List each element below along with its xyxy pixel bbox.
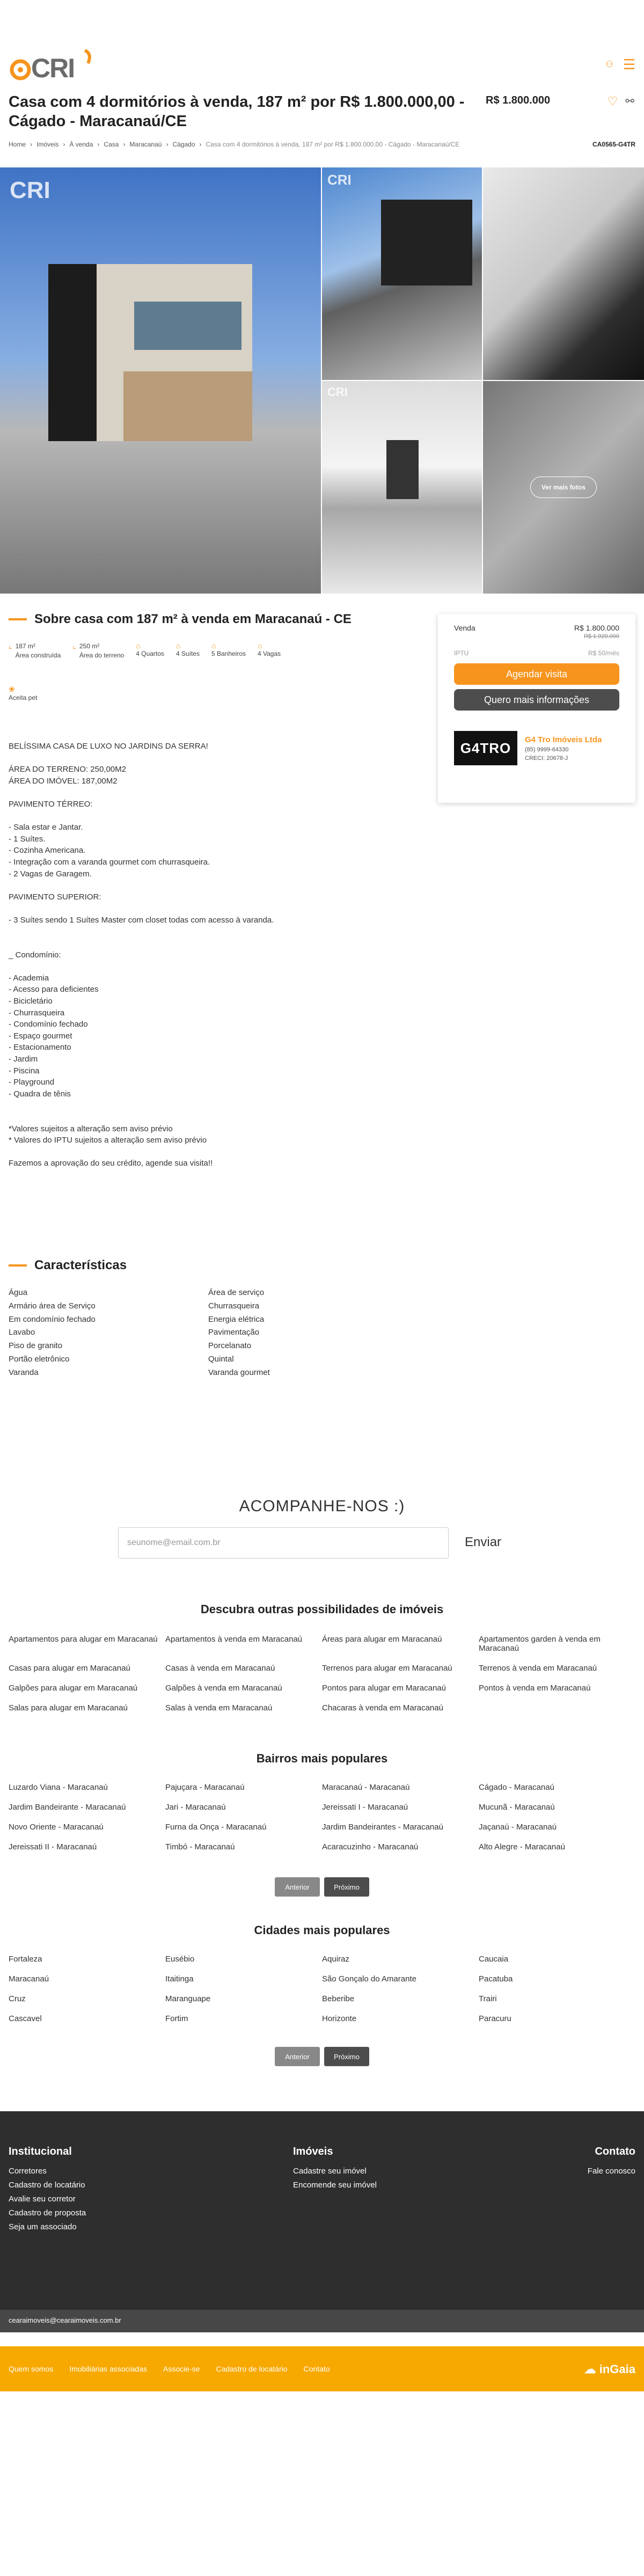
logo-text: CRI — [31, 53, 75, 83]
feature-land-area — [72, 642, 124, 660]
footer-col-title: Contato — [595, 2146, 635, 2157]
old-price: R$ 1.920.000 — [583, 633, 619, 640]
breadcrumb-separator: › — [30, 141, 33, 148]
neighborhoods-next-button[interactable]: Próximo — [324, 1877, 369, 1897]
feature-value: 250 m² — [79, 642, 100, 650]
discover-link[interactable] — [479, 1703, 635, 1713]
breadcrumb — [9, 141, 459, 148]
feature-item: Armário área de Serviço — [9, 1301, 96, 1311]
listing-code: CA0565-G4TR — [592, 141, 635, 148]
schedule-visit-button[interactable]: Agendar visita — [454, 663, 619, 685]
description-line: PAVIMENTO TÉRREO: — [9, 799, 93, 809]
newsletter-email-input[interactable]: seunome@email.com.br — [118, 1527, 449, 1558]
description-line: - Bicicletário — [9, 997, 53, 1006]
bed-icon: ⌂ — [136, 641, 141, 650]
city-link[interactable]: Pacatuba — [479, 1974, 513, 1984]
discover-link[interactable]: Terrenos para alugar em Maracanaú — [322, 1664, 452, 1673]
footer-link[interactable]: Encomende seu imóvel — [293, 2180, 377, 2190]
neighborhood-link[interactable]: Jereissati I - Maracanaú — [322, 1803, 408, 1812]
description-line: - 1 Suítes. — [9, 834, 46, 844]
city-link[interactable]: Fortim — [165, 2014, 188, 2023]
neighborhood-links — [9, 1783, 635, 1851]
ingaia-text: inGaia — [599, 2362, 635, 2376]
city-link[interactable]: Eusébio — [165, 1955, 195, 1964]
description-line — [9, 810, 416, 822]
feature-item: Porcelanato — [208, 1341, 252, 1351]
header-icons — [605, 56, 635, 72]
sale-label: Venda — [454, 624, 475, 632]
city-link[interactable]: Fortaleza — [9, 1955, 42, 1964]
neighborhood-link[interactable]: Jari - Maracanaú — [165, 1803, 226, 1812]
description-line: - Acesso para deficientes — [9, 985, 99, 994]
breadcrumb-home[interactable]: Home — [9, 141, 26, 148]
breadcrumb-separator: › — [63, 141, 65, 148]
feature-item: Portão eletrônico — [9, 1354, 70, 1364]
photo-gallery — [0, 167, 644, 594]
footer-institucional — [9, 2146, 86, 2234]
photo-watermark: CRI — [327, 172, 352, 188]
city-links — [9, 1955, 635, 2023]
neighborhood-link[interactable]: Furna da Onça - Maracanaú — [165, 1823, 267, 1832]
city-link[interactable]: Maranguape — [165, 1994, 211, 2003]
description-line: BELÍSSIMA CASA DE LUXO NO JARDINS DA SERRA! — [9, 742, 208, 751]
feature-label: 4 Quartos — [136, 650, 164, 657]
newsletter-title: ACOMPANHE-NOS :) — [239, 1497, 405, 1515]
bottom-link-cadastro[interactable]: Cadastro de locatário — [216, 2365, 288, 2373]
feature-item: Em condomínio fechado — [9, 1314, 96, 1324]
iptu-value: R$ 50/mês — [588, 649, 619, 657]
discover-title: Descubra outras possibilidades de imóveis — [200, 1602, 444, 1616]
feature-item: Quintal — [208, 1354, 234, 1364]
description-line — [9, 961, 416, 972]
description-line — [9, 1146, 416, 1158]
agency-creci: CRECI: 20678-J — [525, 755, 568, 762]
discover-links — [9, 1635, 635, 1713]
heading-accent — [9, 1264, 27, 1267]
description-line — [9, 787, 416, 799]
neighborhood-link[interactable]: Jardim Bandeirantes - Maracanaú — [322, 1823, 443, 1832]
footer-email-strip[interactable]: cearaimoveis@cearaimoveis.com.br — [0, 2310, 644, 2332]
description-line: * Valores do IPTU sujeitos a alteração sem aviso prévio — [9, 1136, 207, 1145]
description-line: - Jardim — [9, 1055, 38, 1064]
listing-price: R$ 1.800.000 — [486, 94, 551, 106]
breadcrumb-separator: › — [97, 141, 100, 148]
footer-link[interactable]: Seja um associado — [9, 2222, 77, 2231]
neighborhood-link[interactable]: Alto Alegre - Maracanaú — [479, 1842, 565, 1851]
features-heading — [9, 1258, 127, 1273]
city-link[interactable]: Trairi — [479, 1994, 497, 2003]
city-link[interactable]: Aquiraz — [322, 1955, 349, 1964]
feature-bedrooms — [136, 642, 164, 660]
description-line — [9, 1111, 416, 1123]
breadcrumb-casa[interactable]: Casa — [104, 141, 119, 148]
gallery-main-photo[interactable] — [0, 167, 321, 594]
site-logo[interactable] — [9, 46, 100, 84]
footer-link[interactable]: Cadastro de locatário — [9, 2180, 85, 2190]
city-link[interactable]: Itaitinga — [165, 1974, 194, 1984]
breadcrumb-imoveis[interactable]: Imóveis — [36, 141, 59, 148]
neighborhood-link[interactable]: Pajuçara - Maracanaú — [165, 1783, 245, 1792]
agency-logo[interactable]: G4TRO — [454, 731, 517, 765]
discover-link[interactable]: Terrenos à venda em Maracanaú — [479, 1664, 597, 1673]
about-title: Sobre casa com 187 m² à venda em Maracanaú - CE — [34, 612, 352, 626]
agency-name[interactable]: G4 Tro Imóveis Ltda — [525, 735, 602, 744]
description-line: - Estacionamento — [9, 1043, 71, 1052]
features-list — [9, 1288, 427, 1377]
footer-link[interactable]: Cadastro de proposta — [9, 2208, 86, 2218]
feature-item: Lavabo — [9, 1328, 35, 1337]
description-line: - Quadra de tênis — [9, 1089, 71, 1099]
feature-label: Área do terreno — [79, 652, 125, 659]
breadcrumb-city[interactable]: Maracanaú — [129, 141, 162, 148]
description-line: _ Condomínio: — [9, 950, 61, 960]
share-icon[interactable]: ⚯ — [625, 96, 634, 107]
neighborhood-link[interactable]: Jereissati II - Maracanaú — [9, 1842, 97, 1851]
footer-contato — [588, 2146, 635, 2178]
neighborhoods-title: Bairros mais populares — [256, 1752, 388, 1765]
feature-label: 5 Banheiros — [211, 650, 246, 657]
gallery-photo-4[interactable] — [322, 381, 482, 594]
cities-next-button[interactable]: Próximo — [324, 2047, 369, 2066]
description-line: - Piscina — [9, 1066, 40, 1075]
car-icon: ⌂ — [258, 641, 262, 650]
photo-watermark: CRI — [10, 177, 50, 203]
contact-card — [438, 614, 635, 803]
favorite-heart-icon[interactable]: ♡ — [607, 94, 618, 108]
site-footer — [0, 2111, 644, 2310]
feature-item: Energia elétrica — [208, 1314, 265, 1324]
footer-col-title: Institucional — [9, 2146, 72, 2157]
discover-link[interactable]: Pontos para alugar em Maracanaú — [322, 1684, 446, 1693]
city-link[interactable]: Maracanaú — [9, 1974, 49, 1984]
city-link[interactable]: Cruz — [9, 1994, 26, 2003]
feature-item: Varanda — [9, 1367, 39, 1377]
breadcrumb-current: Casa com 4 dormitórios à venda, 187 m² por R$ 1.800.000,00 - Cágado - Maracanaú/CE — [206, 141, 460, 148]
description-line: - Playground — [9, 1078, 55, 1087]
feature-parking — [258, 642, 281, 660]
bath-icon: ⌂ — [211, 641, 216, 650]
breadcrumb-separator: › — [123, 141, 126, 148]
discover-link[interactable]: Galpões à venda em Maracanaú — [165, 1684, 282, 1693]
feature-built-area — [9, 642, 61, 660]
neighborhood-link[interactable]: Timbó - Maracanaú — [165, 1842, 235, 1851]
more-info-button[interactable]: Quero mais informações — [454, 689, 619, 711]
iptu-label: IPTU — [454, 649, 469, 657]
bottom-link-associe-se[interactable]: Associe-se — [163, 2365, 200, 2373]
bottom-link-contato[interactable]: Contato — [303, 2365, 330, 2373]
city-link[interactable]: Paracuru — [479, 2014, 511, 2023]
discover-link[interactable]: Pontos à venda em Maracanaú — [479, 1684, 591, 1693]
discover-link[interactable]: Chacaras à venda em Maracanaú — [322, 1703, 443, 1713]
listing-title: Casa com 4 dormitórios à venda, 187 m² por R$ 1.800.000,00 - Cágado - Maracanaú/CE — [9, 93, 465, 130]
footer-link[interactable]: Cadastre seu imóvel — [293, 2167, 367, 2176]
description-line: - Churrasqueira — [9, 1008, 65, 1018]
discover-link[interactable]: Casas para alugar em Maracanaú — [9, 1664, 130, 1673]
sale-value: R$ 1.800.000 — [574, 624, 619, 632]
feature-item: Água — [9, 1288, 28, 1297]
feature-item: Varanda gourmet — [208, 1367, 270, 1377]
description-line: PAVIMENTO SUPERIOR: — [9, 892, 101, 902]
breadcrumb-neighborhood[interactable]: Cágado — [172, 141, 195, 148]
cities-pager — [0, 2047, 644, 2066]
description-line: - 2 Vagas de Garagem. — [9, 869, 92, 879]
ingaia-mark-icon: ☁ — [584, 2362, 596, 2376]
footer-imoveis — [293, 2146, 377, 2192]
more-photos-button[interactable]: Ver mais fotos — [530, 477, 597, 498]
description-line: - Sala estar e Jantar. — [9, 823, 83, 832]
about-heading — [9, 612, 352, 627]
breadcrumb-separator: › — [199, 141, 202, 148]
breadcrumb-separator: › — [166, 141, 169, 148]
agency-block — [454, 731, 619, 765]
feature-item: Pavimentação — [208, 1328, 260, 1337]
features-title: Características — [34, 1258, 127, 1272]
neighborhood-link[interactable]: Maracanaú - Maracanaú — [322, 1783, 410, 1792]
description-line: ÁREA DO TERRENO: 250,00M2 — [9, 765, 126, 774]
description-line: *Valores sujeitos a alteração sem aviso prévio — [9, 1124, 173, 1133]
feature-bathrooms — [211, 642, 246, 660]
neighborhood-link[interactable]: Luzardo Viana - Maracanaú — [9, 1783, 108, 1792]
feature-suites — [176, 642, 200, 660]
neighborhoods-pager — [0, 1877, 644, 1897]
footer-link[interactable]: Corretores — [9, 2167, 47, 2176]
bottom-link-quem-somos[interactable]: Quem somos — [9, 2365, 54, 2373]
feature-item: Piso de granito — [9, 1341, 63, 1351]
neighborhood-link[interactable]: Mucunã - Maracanaú — [479, 1803, 555, 1812]
description-line — [9, 752, 416, 764]
discover-link[interactable]: Salas para alugar em Maracanaú — [9, 1703, 128, 1713]
description-line: - 3 Suítes sendo 1 Suítes Master com closet todas com acesso à varanda. — [9, 915, 274, 925]
suite-icon: ⌂ — [175, 641, 181, 650]
cities-prev-button[interactable]: Anterior — [275, 2047, 320, 2066]
description-line — [9, 926, 416, 938]
city-link[interactable]: Caucaia — [479, 1955, 509, 1964]
cities-title: Cidades mais populares — [254, 1923, 390, 1937]
bottom-link-imobiliarias[interactable]: Imobiliárias associadas — [69, 2365, 147, 2373]
newsletter-submit-button[interactable]: Enviar — [465, 1535, 502, 1549]
neighborhood-link[interactable]: Jaçanaú - Maracanaú — [479, 1823, 557, 1832]
listing-actions — [608, 94, 635, 108]
footer-col-title: Imóveis — [293, 2146, 333, 2157]
gallery-photo-2[interactable] — [322, 167, 482, 380]
description-line — [9, 903, 416, 914]
description-line: - Condomínio fechado — [9, 1020, 88, 1029]
gallery-photo-5[interactable] — [483, 381, 644, 594]
feature-item: Área de serviço — [208, 1288, 265, 1297]
area-icon: ⌞ — [9, 641, 12, 650]
feature-label: 4 Suítes — [175, 650, 200, 657]
description-line: - Espaço gourmet — [9, 1031, 72, 1041]
city-link[interactable]: Cascavel — [9, 2014, 42, 2023]
hamburger-icon[interactable]: ☰ — [623, 56, 635, 72]
gallery-photo-3[interactable] — [483, 167, 644, 380]
discover-link[interactable]: Salas à venda em Maracanaú — [165, 1703, 273, 1713]
discover-link[interactable]: Apartamentos para alugar em Maracanaú — [9, 1635, 158, 1644]
description-line — [9, 1100, 416, 1111]
description-line — [9, 938, 416, 949]
neighborhoods-prev-button[interactable]: Anterior — [275, 1877, 320, 1897]
discover-link[interactable]: Casas à venda em Maracanaú — [165, 1664, 275, 1673]
city-link[interactable]: Beberibe — [322, 1994, 355, 2003]
pet-friendly — [9, 685, 37, 701]
feature-value: 187 m² — [15, 642, 35, 650]
discover-link[interactable]: Galpões para alugar em Maracanaú — [9, 1684, 138, 1693]
description-line: - Integração com a varanda gourmet com churrasqueira. — [9, 857, 210, 867]
description-line: ÁREA DO IMÓVEL: 187,00M2 — [9, 776, 118, 786]
footer-link[interactable]: Avalie seu corretor — [9, 2194, 76, 2204]
discover-link[interactable]: Apartamentos garden à venda em Maracanaú — [479, 1635, 601, 1653]
paw-icon: ❀ — [9, 685, 15, 693]
neighborhood-link[interactable]: Acaracuzinho - Maracanaú — [322, 1842, 419, 1851]
pet-label: Aceita pet — [9, 694, 38, 701]
feature-label: 4 Vagas — [258, 650, 281, 657]
footer-bottom-bar — [0, 2346, 644, 2391]
feature-item: Churrasqueira — [208, 1301, 260, 1311]
features-row — [9, 642, 281, 660]
ingaia-logo[interactable] — [584, 2362, 635, 2376]
user-icon[interactable]: ⚇ — [605, 60, 613, 69]
breadcrumb-a-venda[interactable]: À venda — [69, 141, 93, 148]
photo-watermark: CRI — [327, 385, 348, 399]
feature-label: Área construída — [15, 652, 61, 659]
description-line — [9, 880, 416, 891]
property-description — [9, 741, 416, 1169]
heading-accent — [9, 618, 27, 620]
description-line: - Academia — [9, 973, 49, 983]
neighborhood-link[interactable]: Jardim Bandeirante - Maracanaú — [9, 1803, 126, 1812]
agency-phone[interactable]: (85) 9999-64330 — [525, 746, 569, 753]
discover-link[interactable]: Apartamentos à venda em Maracanaú — [165, 1635, 303, 1644]
neighborhood-link[interactable]: Novo Oriente - Maracanaú — [9, 1823, 104, 1832]
discover-link[interactable]: Áreas para alugar em Maracanaú — [322, 1635, 442, 1644]
city-link[interactable]: Horizonte — [322, 2014, 357, 2023]
city-link[interactable]: São Gonçalo do Amarante — [322, 1974, 416, 1984]
description-line: - Cozinha Americana. — [9, 846, 86, 855]
description-line: Fazemos a aprovação do seu crédito, agende sua visita!! — [9, 1159, 213, 1168]
neighborhood-link[interactable]: Cágado - Maracanaú — [479, 1783, 554, 1792]
land-icon: ⌞ — [72, 641, 76, 650]
footer-link[interactable]: Fale conosco — [587, 2167, 635, 2176]
